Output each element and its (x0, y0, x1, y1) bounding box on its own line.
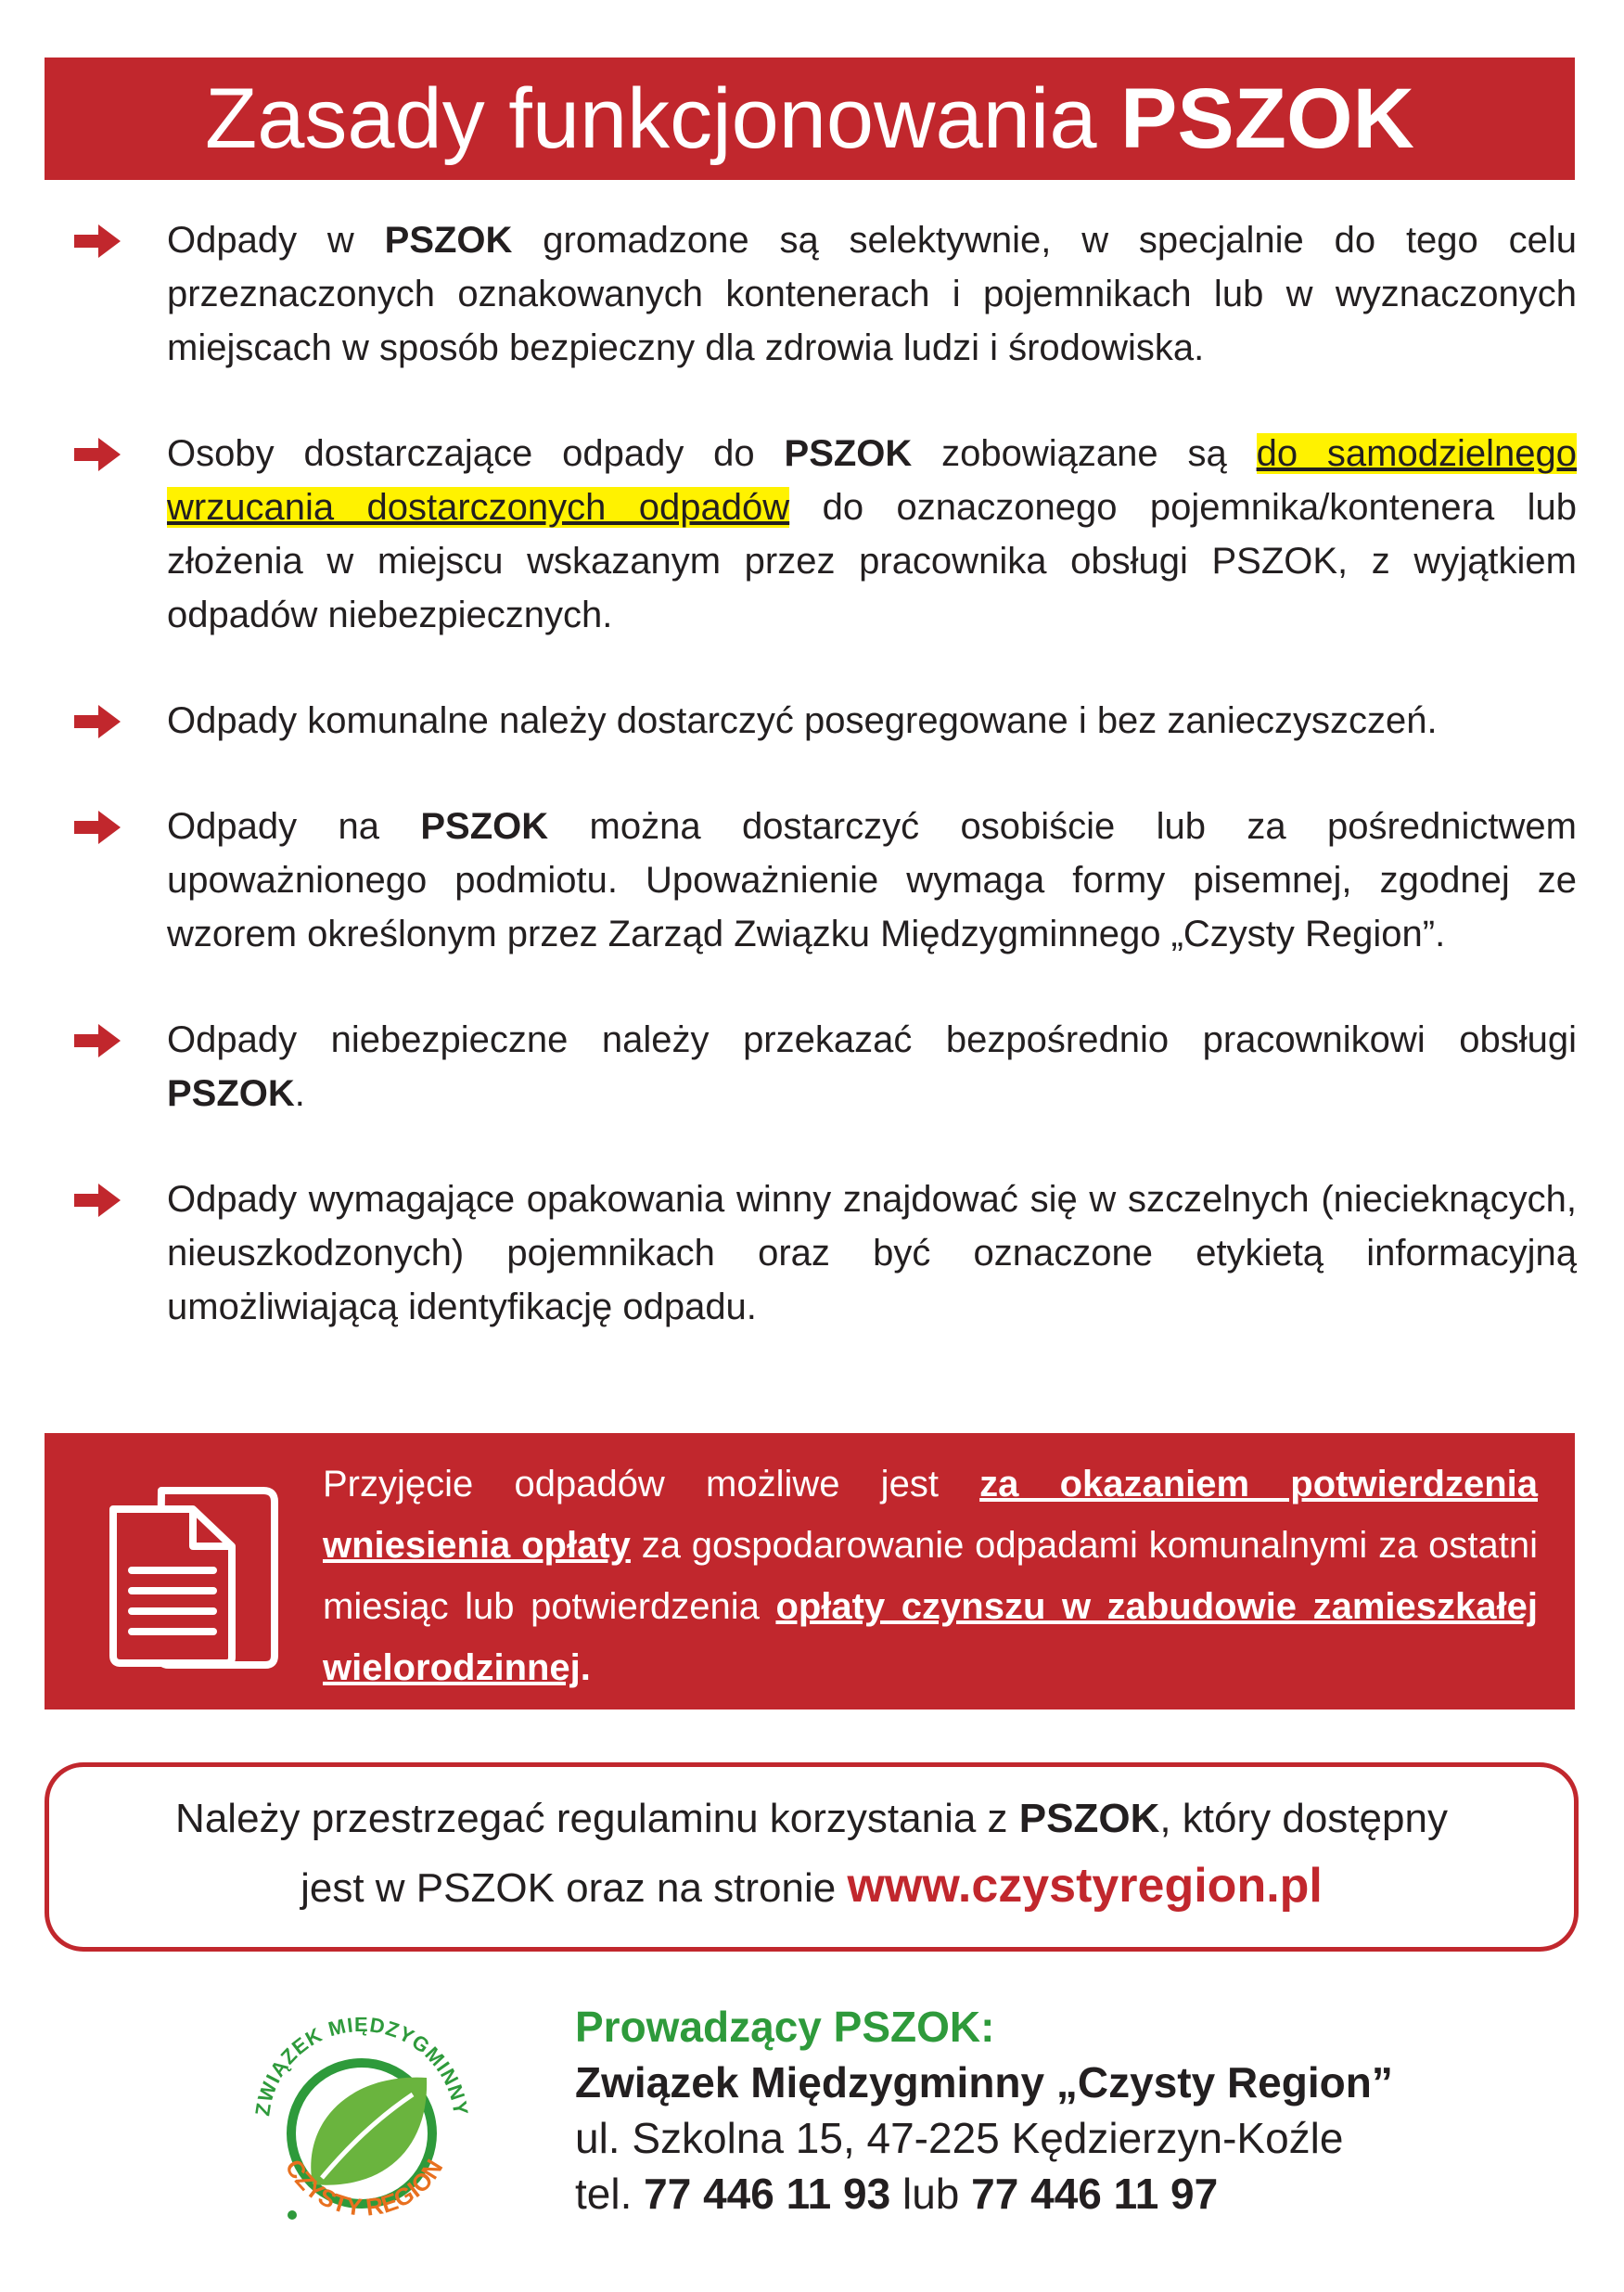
operator-address: ul. Szkolna 15, 47-225 Kędzierzyn-Koźle (575, 2114, 1344, 2162)
regulation-box (45, 1762, 1579, 1952)
logo-bottom-text: CZYSTY REGION (279, 2154, 449, 2222)
underlined-bold-text: za okazaniem potwierdzenia wniesienia opłaty (323, 1464, 1538, 1566)
payment-notice-banner (45, 1433, 1575, 1709)
rule-item (74, 694, 1577, 748)
highlighted-text: do samodzielnego wrzucania dostarczonych odpadów (167, 433, 1577, 528)
notice-text (323, 1453, 1538, 1698)
page-title (45, 58, 1575, 180)
rule-item (74, 1172, 1577, 1334)
title-bold: PSZOK (1120, 71, 1414, 166)
regulation-line-1 (49, 1786, 1574, 1852)
rule-item (74, 427, 1577, 642)
phone-number-1[interactable]: 77 446 11 93 (644, 2170, 891, 2218)
arrow-right-icon (74, 1184, 121, 1217)
document-icon (104, 1474, 289, 1669)
rule-text: Przyjęcie odpadów możliwe jest (323, 1464, 980, 1505)
bold-text: PSZOK (167, 1073, 295, 1114)
rule-item (74, 213, 1577, 375)
rule-text: do oznaczonego pojemnika/kontenera lub złożenia w miejscu wskazanym przez pracownika obsługi PSZOK, z wyjątkiem odpadów niebezpiecznych. (167, 487, 1577, 635)
regulation-text: Należy przestrzegać regulaminu korzystania z (175, 1796, 1019, 1841)
operator-heading: Prowadzący PSZOK: (575, 2003, 995, 2051)
bold-text: PSZOK (784, 433, 913, 474)
logo-top-text: ZWIĄZEK MIĘDZYGMINNY (250, 2013, 473, 2118)
rule-text: Odpady wymagające opakowania winny znajdować się w szczelnych (niecieknących, nieuszkodzonych) pojemnikach oraz być oznaczone etykietą informacyjną umożliwiającą identyfikację odpadu. (167, 1179, 1577, 1327)
bold-text: PSZOK (384, 220, 513, 261)
arrow-right-icon (74, 438, 121, 471)
operator-name: Związek Międzygminny „Czysty Region” (575, 2058, 1393, 2106)
rules-list (74, 213, 1577, 1386)
website-link[interactable]: www.czystyregion.pl (847, 1859, 1323, 1913)
regulation-bold: PSZOK (1018, 1796, 1160, 1841)
rule-item (74, 1013, 1577, 1120)
arrow-right-icon (74, 705, 121, 738)
rule-text: zobowiązane są (912, 433, 1257, 474)
phone-number-2[interactable]: 77 446 11 97 (971, 2170, 1219, 2218)
arrow-right-icon (74, 1024, 121, 1057)
rule-text: Odpady niebezpieczne należy przekazać bezpośrednio pracownikowi obsługi (167, 1019, 1577, 1060)
operator-phone (575, 2166, 1595, 2222)
rule-text: Odpady w (167, 220, 385, 261)
rule-text: można dostarczyć osobiście lub za pośrednictwem upoważnionego podmiotu. Upoważnienie wymaga formy pisemnej, zgodnej ze wzorem określonym przez Zarząd Związku Międzygminnego „Czysty Region”. (167, 806, 1577, 954)
rule-text: za gospodarowanie odpadami komunalnymi za ostatni miesiąc lub potwierdzenia (323, 1525, 1539, 1627)
arrow-right-icon (74, 811, 121, 844)
regulation-text-2: jest w PSZOK oraz na stronie (301, 1865, 848, 1911)
czysty-region-logo (237, 1985, 487, 2254)
rule-text: Odpady komunalne należy dostarczyć posegregowane i bez zanieczyszczeń. (167, 700, 1438, 741)
phone-prefix: tel. (575, 2170, 645, 2218)
rule-text: Odpady na (167, 806, 421, 847)
regulation-text-suffix: , który dostępny (1159, 1796, 1448, 1841)
bold-text: PSZOK (420, 806, 549, 847)
bold-text: . (580, 1647, 591, 1688)
rule-text: Osoby dostarczające odpady do (167, 433, 785, 474)
rule-text: gromadzone są selektywnie, w specjalnie do tego celu przeznaczonych oznakowanych kontenerach i pojemnikach lub w wyznaczonych miejscach w sposób bezpieczny dla zdrowia ludzi i środowiska. (167, 220, 1577, 368)
rule-item (74, 800, 1577, 961)
arrow-right-icon (74, 224, 121, 258)
underlined-bold-text: opłaty czynszu w zabudowie zamieszkałej wielorodzinnej (323, 1586, 1538, 1688)
phone-separator: lub (890, 2170, 972, 2218)
rule-text: . (294, 1073, 305, 1114)
regulation-line-2 (49, 1852, 1574, 1922)
operator-info (575, 1999, 1595, 2222)
title-text: Zasady funkcjonowania (205, 71, 1121, 166)
